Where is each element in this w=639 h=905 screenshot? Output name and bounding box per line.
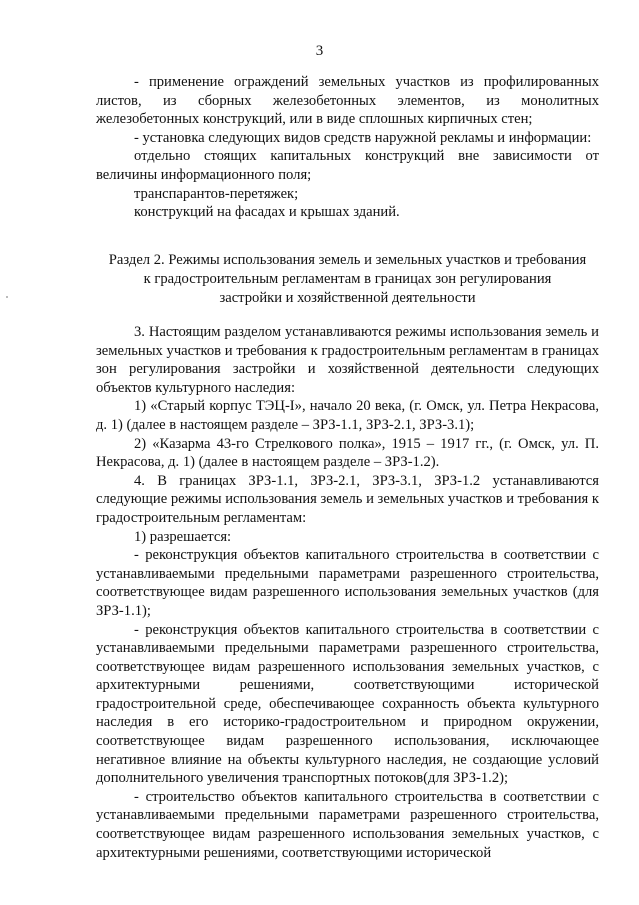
list-item: - установка следующих видов средств наружной рекламы и информации: [134,129,592,146]
margin-mark [6,296,8,298]
paragraph: 1) «Старый корпус ТЭЦ-I», начало 20 века, (г. Омск, ул. Петра Некрасова, д. 1) (далее в настоящем разделе – ЗРЗ-1.1, ЗРЗ-2.1, ЗРЗ-3.1); [96,398,599,433]
page-number: 3 [315,43,324,59]
heading-line: к градостроительным регламентам в границах зон регулирования [143,271,552,287]
list-item: конструкций на фасадах и крышах зданий. [134,204,400,221]
list-item: отдельно стоящих капитальных конструкций вне зависимости от величины информационного поля; [96,148,599,183]
section-heading [96,251,599,308]
paragraph: 1) разрешается: [134,528,232,545]
paragraph: - строительство объектов капитального строительства в соответствии с устанавливаемыми предельными параметрами разрешенного строительства, соответствующее видам разрешенного использования земельных участков, с архитектурными решениями, соответствующими исторической [96,788,599,861]
section-body [96,323,599,862]
list-item: - применение ограждений земельных участков из профилированных листов, из сборных железобетонных элементов, из монолитных железобетонных конструкций, или в виде сплошных кирпичных стен; [96,74,599,128]
paragraph: - реконструкция объектов капитального строительства в соответствии с устанавливаемыми предельными параметрами разрешенного строительства, соответствующее видам разрешенного использования земельных участков (для ЗРЗ-1.1); [96,547,599,619]
paragraph: 2) «Казарма 43-го Стрелкового полка», 1915 – 1917 гг., (г. Омск, ул. П. Некрасова, д. 1) (далее в настоящем разделе – ЗРЗ-1.2). [96,435,599,471]
heading-line: застройки и хозяйственной деятельности [219,290,476,306]
paragraph: 4. В границах ЗРЗ-1.1, ЗРЗ-2.1, ЗРЗ-3.1, ЗРЗ-1.2 устанавливаются следующие режимы использования земель и земельных участков и требования к градостроительным регламентам: [96,472,599,526]
paragraph: - реконструкция объектов капитального строительства в соответствии с устанавливаемыми предельными параметрами разрешенного строительства, соответствующее видам разрешенного использования земельных участков, с архитектурными решениями, соответствующими исторической градостроительной среде, обеспечивающее сохранность объекта культурного наследия в его историко-градостроительном и природном окружении, соответствующее видам разрешенного использования, исключающее негативное влияние на объекты культурного наследия, не создающие условий дополнительного увеличения транспортных потоков(для ЗРЗ-1.2); [96,621,599,787]
restrictions-list [96,73,599,222]
paragraph: 3. Настоящим разделом устанавливаются режимы использования земель и земельных участков и требования к градостроительным регламентам в границах зон регулирования застройки и хозяйственной деятельности следующих объектов культурного наследия: [96,324,599,396]
heading-line: Раздел 2. Режимы использования земель и земельных участков и требования [108,252,587,268]
list-item: транспарантов-перетяжек; [134,185,299,202]
